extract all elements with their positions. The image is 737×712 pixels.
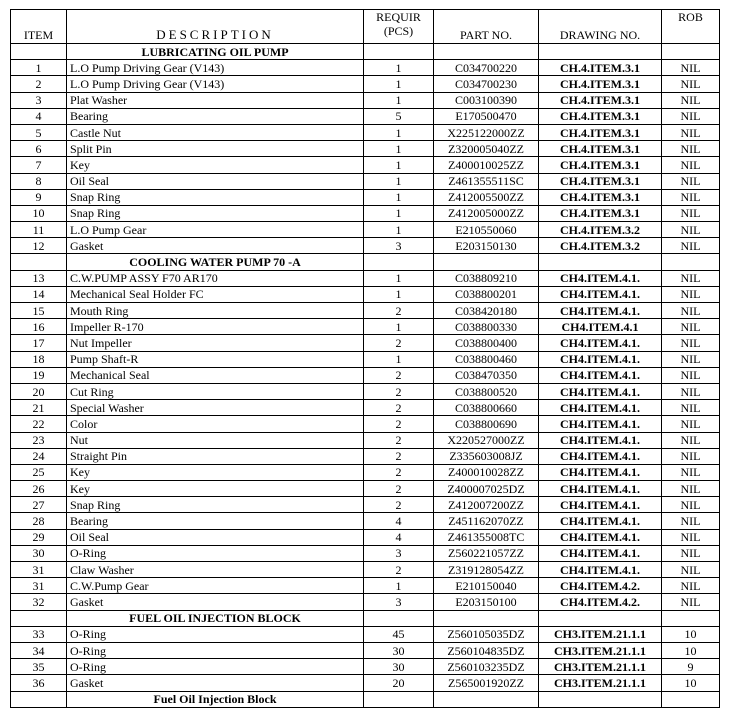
quantity-cell: 2 bbox=[364, 432, 434, 448]
quantity-cell: 30 bbox=[364, 642, 434, 658]
description-cell: Oil Seal bbox=[67, 529, 364, 545]
description-cell: O-Ring bbox=[67, 659, 364, 675]
quantity-cell: 2 bbox=[364, 448, 434, 464]
quantity-cell: 1 bbox=[364, 124, 434, 140]
drawing-number-cell: CH4.ITEM.4.1. bbox=[539, 464, 662, 480]
rob-cell: NIL bbox=[662, 513, 720, 529]
header-item: ITEM bbox=[11, 10, 67, 44]
drawing-number-cell: CH4.ITEM.4.1. bbox=[539, 416, 662, 432]
drawing-number-cell: CH4.ITEM.4.1. bbox=[539, 497, 662, 513]
item-number-cell: 23 bbox=[11, 432, 67, 448]
item-number-cell: 22 bbox=[11, 416, 67, 432]
rob-cell: NIL bbox=[662, 60, 720, 76]
description-cell: Plat Washer bbox=[67, 92, 364, 108]
table-row bbox=[11, 92, 720, 108]
rob-cell: NIL bbox=[662, 497, 720, 513]
rob-cell: NIL bbox=[662, 238, 720, 254]
rob-cell: NIL bbox=[662, 303, 720, 319]
quantity-cell: 3 bbox=[364, 545, 434, 561]
table-row bbox=[11, 367, 720, 383]
table-row bbox=[11, 513, 720, 529]
rob-cell: NIL bbox=[662, 481, 720, 497]
quantity-cell: 1 bbox=[364, 319, 434, 335]
part-number-cell: C038800330 bbox=[434, 319, 539, 335]
table-row bbox=[11, 578, 720, 594]
description-cell: Snap Ring bbox=[67, 497, 364, 513]
quantity-cell: 2 bbox=[364, 367, 434, 383]
table-row bbox=[11, 497, 720, 513]
rob-cell: NIL bbox=[662, 205, 720, 221]
quantity-cell: 2 bbox=[364, 400, 434, 416]
rob-cell: NIL bbox=[662, 400, 720, 416]
rob-cell: NIL bbox=[662, 594, 720, 610]
rob-cell: NIL bbox=[662, 578, 720, 594]
drawing-number-cell: CH.4.ITEM.3.1 bbox=[539, 173, 662, 189]
quantity-cell: 2 bbox=[364, 335, 434, 351]
rob-cell: NIL bbox=[662, 319, 720, 335]
table-row bbox=[11, 222, 720, 238]
part-number-cell: C038800520 bbox=[434, 383, 539, 399]
item-number-cell: 26 bbox=[11, 481, 67, 497]
table-body bbox=[11, 44, 720, 708]
section-spacer-cell bbox=[662, 610, 720, 626]
table-row bbox=[11, 464, 720, 480]
drawing-number-cell: CH4.ITEM.4.1. bbox=[539, 481, 662, 497]
rob-cell: 10 bbox=[662, 642, 720, 658]
item-number-cell: 20 bbox=[11, 383, 67, 399]
description-cell: Pump Shaft-R bbox=[67, 351, 364, 367]
table-row bbox=[11, 432, 720, 448]
description-cell: Bearing bbox=[67, 513, 364, 529]
drawing-number-cell: CH.4.ITEM.3.1 bbox=[539, 141, 662, 157]
part-number-cell: E210550060 bbox=[434, 222, 539, 238]
quantity-cell: 1 bbox=[364, 76, 434, 92]
part-number-cell: C038800660 bbox=[434, 400, 539, 416]
part-number-cell: Z565001920ZZ bbox=[434, 675, 539, 691]
quantity-cell: 2 bbox=[364, 303, 434, 319]
rob-cell: NIL bbox=[662, 562, 720, 578]
quantity-cell: 1 bbox=[364, 173, 434, 189]
description-cell: Split Pin bbox=[67, 141, 364, 157]
part-number-cell: C038470350 bbox=[434, 367, 539, 383]
description-cell: Snap Ring bbox=[67, 205, 364, 221]
rob-cell: NIL bbox=[662, 545, 720, 561]
part-number-cell: C038800460 bbox=[434, 351, 539, 367]
drawing-number-cell: CH3.ITEM.21.1.1 bbox=[539, 642, 662, 658]
part-number-cell: Z461355008TC bbox=[434, 529, 539, 545]
rob-cell: NIL bbox=[662, 76, 720, 92]
drawing-number-cell: CH.4.ITEM.3.1 bbox=[539, 60, 662, 76]
drawing-number-cell: CH.4.ITEM.3.1 bbox=[539, 124, 662, 140]
part-number-cell: X225122000ZZ bbox=[434, 124, 539, 140]
drawing-number-cell: CH4.ITEM.4.1 bbox=[539, 319, 662, 335]
description-cell: Mechanical Seal Holder FC bbox=[67, 286, 364, 302]
table-row bbox=[11, 60, 720, 76]
part-number-cell: Z412005500ZZ bbox=[434, 189, 539, 205]
section-spacer-cell bbox=[11, 691, 67, 707]
part-number-cell: Z400007025DZ bbox=[434, 481, 539, 497]
rob-cell: NIL bbox=[662, 141, 720, 157]
section-spacer-cell bbox=[11, 610, 67, 626]
section-title: FUEL OIL INJECTION BLOCK bbox=[67, 610, 364, 626]
spare-parts-table bbox=[10, 9, 720, 708]
table-row bbox=[11, 481, 720, 497]
part-number-cell: Z412007200ZZ bbox=[434, 497, 539, 513]
quantity-cell: 1 bbox=[364, 141, 434, 157]
table-row bbox=[11, 416, 720, 432]
description-cell: Castle Nut bbox=[67, 124, 364, 140]
item-number-cell: 9 bbox=[11, 189, 67, 205]
header-row bbox=[11, 10, 720, 44]
rob-cell: NIL bbox=[662, 529, 720, 545]
table-row bbox=[11, 642, 720, 658]
section-spacer-cell bbox=[11, 254, 67, 270]
table-header bbox=[11, 10, 720, 44]
section-spacer-cell bbox=[662, 691, 720, 707]
rob-cell: NIL bbox=[662, 270, 720, 286]
item-number-cell: 14 bbox=[11, 286, 67, 302]
quantity-cell: 2 bbox=[364, 497, 434, 513]
description-cell: Snap Ring bbox=[67, 189, 364, 205]
rob-cell: NIL bbox=[662, 367, 720, 383]
item-number-cell: 28 bbox=[11, 513, 67, 529]
part-number-cell: C003100390 bbox=[434, 92, 539, 108]
item-number-cell: 10 bbox=[11, 205, 67, 221]
drawing-number-cell: CH4.ITEM.4.1. bbox=[539, 529, 662, 545]
table-row bbox=[11, 286, 720, 302]
part-number-cell: C034700220 bbox=[434, 60, 539, 76]
section-title: COOLING WATER PUMP 70 -A bbox=[67, 254, 364, 270]
table-row bbox=[11, 659, 720, 675]
item-number-cell: 33 bbox=[11, 626, 67, 642]
table-row bbox=[11, 141, 720, 157]
description-cell: C.W.PUMP ASSY F70 AR170 bbox=[67, 270, 364, 286]
drawing-number-cell: CH.4.ITEM.3.1 bbox=[539, 92, 662, 108]
quantity-cell: 2 bbox=[364, 562, 434, 578]
item-number-cell: 31 bbox=[11, 562, 67, 578]
drawing-number-cell: CH.4.ITEM.3.1 bbox=[539, 189, 662, 205]
part-number-cell: E203150100 bbox=[434, 594, 539, 610]
part-number-cell: E210150040 bbox=[434, 578, 539, 594]
item-number-cell: 19 bbox=[11, 367, 67, 383]
part-number-cell: Z560103235DZ bbox=[434, 659, 539, 675]
table-row bbox=[11, 157, 720, 173]
drawing-number-cell: CH.4.ITEM.3.1 bbox=[539, 205, 662, 221]
drawing-number-cell: CH.4.ITEM.3.1 bbox=[539, 157, 662, 173]
item-number-cell: 16 bbox=[11, 319, 67, 335]
drawing-number-cell: CH3.ITEM.21.1.1 bbox=[539, 659, 662, 675]
quantity-cell: 5 bbox=[364, 108, 434, 124]
table-row bbox=[11, 270, 720, 286]
section-title: LUBRICATING OIL PUMP bbox=[67, 44, 364, 60]
description-cell: Impeller R-170 bbox=[67, 319, 364, 335]
rob-cell: NIL bbox=[662, 108, 720, 124]
part-number-cell: Z560105035DZ bbox=[434, 626, 539, 642]
table-row bbox=[11, 76, 720, 92]
description-cell: Color bbox=[67, 416, 364, 432]
item-number-cell: 4 bbox=[11, 108, 67, 124]
section-title: Fuel Oil Injection Block bbox=[67, 691, 364, 707]
drawing-number-cell: CH4.ITEM.4.1. bbox=[539, 383, 662, 399]
drawing-number-cell: CH4.ITEM.4.1. bbox=[539, 367, 662, 383]
quantity-cell: 1 bbox=[364, 92, 434, 108]
header-quantity bbox=[364, 10, 434, 44]
description-cell: Gasket bbox=[67, 594, 364, 610]
rob-cell: 10 bbox=[662, 626, 720, 642]
header-part-no: PART NO. bbox=[434, 10, 539, 44]
quantity-cell: 1 bbox=[364, 205, 434, 221]
rob-cell: NIL bbox=[662, 416, 720, 432]
quantity-cell: 2 bbox=[364, 464, 434, 480]
table-row bbox=[11, 626, 720, 642]
section-spacer-cell bbox=[364, 254, 434, 270]
description-cell: Bearing bbox=[67, 108, 364, 124]
drawing-number-cell: CH4.ITEM.4.2. bbox=[539, 578, 662, 594]
section-spacer-cell bbox=[11, 44, 67, 60]
table-row bbox=[11, 335, 720, 351]
item-number-cell: 34 bbox=[11, 642, 67, 658]
item-number-cell: 8 bbox=[11, 173, 67, 189]
quantity-cell: 30 bbox=[364, 659, 434, 675]
drawing-number-cell: CH.4.ITEM.3.1 bbox=[539, 76, 662, 92]
part-number-cell: Z461355511SC bbox=[434, 173, 539, 189]
table-row bbox=[11, 448, 720, 464]
item-number-cell: 17 bbox=[11, 335, 67, 351]
part-number-cell: E170500470 bbox=[434, 108, 539, 124]
quantity-cell: 1 bbox=[364, 270, 434, 286]
part-number-cell: C034700230 bbox=[434, 76, 539, 92]
table-row bbox=[11, 529, 720, 545]
section-spacer-cell bbox=[434, 691, 539, 707]
rob-cell: NIL bbox=[662, 173, 720, 189]
drawing-number-cell: CH4.ITEM.4.1. bbox=[539, 270, 662, 286]
item-number-cell: 31 bbox=[11, 578, 67, 594]
description-cell: O-Ring bbox=[67, 626, 364, 642]
table-row bbox=[11, 545, 720, 561]
rob-cell: NIL bbox=[662, 189, 720, 205]
item-number-cell: 32 bbox=[11, 594, 67, 610]
description-cell: Nut bbox=[67, 432, 364, 448]
part-number-cell: C038800400 bbox=[434, 335, 539, 351]
rob-cell: NIL bbox=[662, 351, 720, 367]
item-number-cell: 13 bbox=[11, 270, 67, 286]
part-number-cell: C038800690 bbox=[434, 416, 539, 432]
rob-cell: NIL bbox=[662, 92, 720, 108]
drawing-number-cell: CH.4.ITEM.3.1 bbox=[539, 108, 662, 124]
quantity-cell: 2 bbox=[364, 383, 434, 399]
item-number-cell: 24 bbox=[11, 448, 67, 464]
rob-cell: NIL bbox=[662, 124, 720, 140]
rob-cell: NIL bbox=[662, 432, 720, 448]
table-row bbox=[11, 303, 720, 319]
quantity-cell: 1 bbox=[364, 578, 434, 594]
part-number-cell: X220527000ZZ bbox=[434, 432, 539, 448]
item-number-cell: 29 bbox=[11, 529, 67, 545]
item-number-cell: 36 bbox=[11, 675, 67, 691]
part-number-cell: Z560104835DZ bbox=[434, 642, 539, 658]
section-spacer-cell bbox=[364, 44, 434, 60]
table-row bbox=[11, 562, 720, 578]
description-cell: Gasket bbox=[67, 675, 364, 691]
quantity-cell: 1 bbox=[364, 351, 434, 367]
description-cell: C.W.Pump Gear bbox=[67, 578, 364, 594]
drawing-number-cell: CH4.ITEM.4.1. bbox=[539, 432, 662, 448]
table-row bbox=[11, 319, 720, 335]
drawing-number-cell: CH3.ITEM.21.1.1 bbox=[539, 626, 662, 642]
item-number-cell: 25 bbox=[11, 464, 67, 480]
table-row bbox=[11, 351, 720, 367]
table-row bbox=[11, 238, 720, 254]
drawing-number-cell: CH4.ITEM.4.1. bbox=[539, 562, 662, 578]
quantity-cell: 20 bbox=[364, 675, 434, 691]
quantity-cell: 2 bbox=[364, 416, 434, 432]
item-number-cell: 27 bbox=[11, 497, 67, 513]
section-spacer-cell bbox=[364, 691, 434, 707]
item-number-cell: 18 bbox=[11, 351, 67, 367]
quantity-cell: 1 bbox=[364, 222, 434, 238]
rob-cell: 9 bbox=[662, 659, 720, 675]
section-spacer-cell bbox=[539, 610, 662, 626]
section-spacer-cell bbox=[539, 44, 662, 60]
item-number-cell: 2 bbox=[11, 76, 67, 92]
drawing-number-cell: CH4.ITEM.4.1. bbox=[539, 448, 662, 464]
table-row bbox=[11, 189, 720, 205]
part-number-cell: Z400010028ZZ bbox=[434, 464, 539, 480]
table-row bbox=[11, 124, 720, 140]
description-cell: Cut Ring bbox=[67, 383, 364, 399]
drawing-number-cell: CH.4.ITEM.3.2 bbox=[539, 238, 662, 254]
part-number-cell: E203150130 bbox=[434, 238, 539, 254]
part-number-cell: C038420180 bbox=[434, 303, 539, 319]
rob-cell: NIL bbox=[662, 157, 720, 173]
quantity-cell: 1 bbox=[364, 157, 434, 173]
quantity-cell: 3 bbox=[364, 238, 434, 254]
drawing-number-cell: CH4.ITEM.4.1. bbox=[539, 303, 662, 319]
quantity-cell: 3 bbox=[364, 594, 434, 610]
section-spacer-cell bbox=[539, 691, 662, 707]
description-cell: Special Washer bbox=[67, 400, 364, 416]
drawing-number-cell: CH4.ITEM.4.1. bbox=[539, 400, 662, 416]
description-cell: Key bbox=[67, 157, 364, 173]
table-row bbox=[11, 205, 720, 221]
rob-cell: NIL bbox=[662, 464, 720, 480]
description-cell: Nut Impeller bbox=[67, 335, 364, 351]
drawing-number-cell: CH4.ITEM.4.1. bbox=[539, 351, 662, 367]
quantity-cell: 4 bbox=[364, 529, 434, 545]
item-number-cell: 21 bbox=[11, 400, 67, 416]
quantity-cell: 45 bbox=[364, 626, 434, 642]
section-spacer-cell bbox=[434, 44, 539, 60]
description-cell: Mechanical Seal bbox=[67, 367, 364, 383]
part-number-cell: Z319128054ZZ bbox=[434, 562, 539, 578]
part-number-cell: C038800201 bbox=[434, 286, 539, 302]
quantity-cell: 1 bbox=[364, 60, 434, 76]
table-row bbox=[11, 400, 720, 416]
description-cell: O-Ring bbox=[67, 545, 364, 561]
part-number-cell: Z320005040ZZ bbox=[434, 141, 539, 157]
section-header-row bbox=[11, 610, 720, 626]
rob-cell: NIL bbox=[662, 335, 720, 351]
description-cell: O-Ring bbox=[67, 642, 364, 658]
description-cell: L.O Pump Driving Gear (V143) bbox=[67, 76, 364, 92]
item-number-cell: 3 bbox=[11, 92, 67, 108]
description-cell: Gasket bbox=[67, 238, 364, 254]
rob-cell: 10 bbox=[662, 675, 720, 691]
section-header-row bbox=[11, 691, 720, 707]
rob-cell: NIL bbox=[662, 286, 720, 302]
drawing-number-cell: CH.4.ITEM.3.2 bbox=[539, 222, 662, 238]
rob-cell: NIL bbox=[662, 448, 720, 464]
section-spacer-cell bbox=[662, 44, 720, 60]
section-header-row bbox=[11, 254, 720, 270]
description-cell: Mouth Ring bbox=[67, 303, 364, 319]
item-number-cell: 35 bbox=[11, 659, 67, 675]
item-number-cell: 1 bbox=[11, 60, 67, 76]
header-drawing-no: DRAWING NO. bbox=[539, 10, 662, 44]
header-quantity-line1: REQUIR bbox=[376, 10, 421, 24]
rob-cell: NIL bbox=[662, 222, 720, 238]
table-row bbox=[11, 108, 720, 124]
section-spacer-cell bbox=[434, 610, 539, 626]
item-number-cell: 7 bbox=[11, 157, 67, 173]
rob-cell: NIL bbox=[662, 383, 720, 399]
item-number-cell: 5 bbox=[11, 124, 67, 140]
part-number-cell: C038809210 bbox=[434, 270, 539, 286]
drawing-number-cell: CH4.ITEM.4.1. bbox=[539, 545, 662, 561]
description-cell: L.O Pump Driving Gear (V143) bbox=[67, 60, 364, 76]
description-cell: Key bbox=[67, 464, 364, 480]
description-cell: Oil Seal bbox=[67, 173, 364, 189]
table-row bbox=[11, 675, 720, 691]
description-cell: L.O Pump Gear bbox=[67, 222, 364, 238]
item-number-cell: 15 bbox=[11, 303, 67, 319]
section-spacer-cell bbox=[662, 254, 720, 270]
section-header-row bbox=[11, 44, 720, 60]
item-number-cell: 12 bbox=[11, 238, 67, 254]
table-row bbox=[11, 383, 720, 399]
description-cell: Key bbox=[67, 481, 364, 497]
part-number-cell: Z400010025ZZ bbox=[434, 157, 539, 173]
part-number-cell: Z335603008JZ bbox=[434, 448, 539, 464]
drawing-number-cell: CH4.ITEM.4.2. bbox=[539, 594, 662, 610]
item-number-cell: 30 bbox=[11, 545, 67, 561]
drawing-number-cell: CH4.ITEM.4.1. bbox=[539, 286, 662, 302]
part-number-cell: Z412005000ZZ bbox=[434, 205, 539, 221]
quantity-cell: 1 bbox=[364, 189, 434, 205]
part-number-cell: Z560221057ZZ bbox=[434, 545, 539, 561]
table-row bbox=[11, 594, 720, 610]
item-number-cell: 6 bbox=[11, 141, 67, 157]
drawing-number-cell: CH4.ITEM.4.1. bbox=[539, 513, 662, 529]
quantity-cell: 2 bbox=[364, 481, 434, 497]
table-row bbox=[11, 173, 720, 189]
item-number-cell: 11 bbox=[11, 222, 67, 238]
header-rob: ROB bbox=[662, 10, 720, 44]
quantity-cell: 1 bbox=[364, 286, 434, 302]
description-cell: Straight Pin bbox=[67, 448, 364, 464]
description-cell: Claw Washer bbox=[67, 562, 364, 578]
part-number-cell: Z451162070ZZ bbox=[434, 513, 539, 529]
header-quantity-line2: (PCS) bbox=[383, 24, 414, 38]
drawing-number-cell: CH3.ITEM.21.1.1 bbox=[539, 675, 662, 691]
section-spacer-cell bbox=[434, 254, 539, 270]
drawing-number-cell: CH4.ITEM.4.1. bbox=[539, 335, 662, 351]
section-spacer-cell bbox=[539, 254, 662, 270]
section-spacer-cell bbox=[364, 610, 434, 626]
quantity-cell: 4 bbox=[364, 513, 434, 529]
header-description: DESCRIPTION bbox=[67, 10, 364, 44]
